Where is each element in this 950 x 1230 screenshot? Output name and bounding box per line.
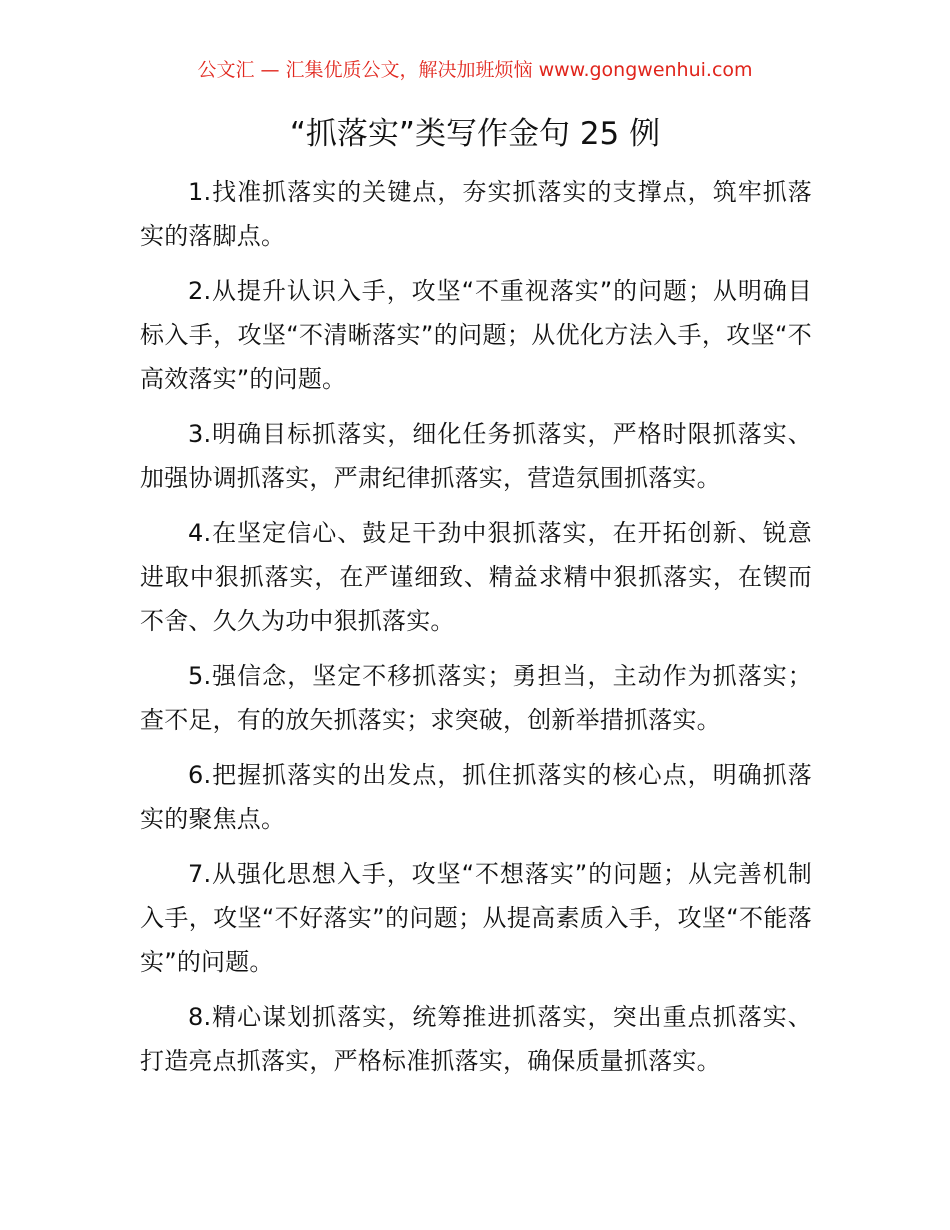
quote-item-4: 4.在坚定信心、鼓足干劲中狠抓落实，在开拓创新、锐意进取中狠抓落实，在严谨细致、精益求精中狠抓落实，在锲而不舍、久久为功中狠抓落实。: [140, 519, 812, 635]
quote-item-2: 2.从提升认识入手，攻坚“不重视落实”的问题；从明确目标入手，攻坚“不清晰落实”的问题；从优化方法入手，攻坚“不高效落实”的问题。: [140, 277, 812, 393]
quote-item-5: 5.强信念，坚定不移抓落实；勇担当，主动作为抓落实；查不足，有的放矢抓落实；求突破，创新举措抓落实。: [140, 662, 812, 734]
quote-list: [140, 170, 812, 1094]
site-header-banner: 公文汇 — 汇集优质公文，解决加班烦恼 www.gongwenhui.com: [197, 59, 753, 81]
document-title: “抓落实”类写作金句 25 例: [289, 116, 661, 152]
quote-item-8: 8.精心谋划抓落实，统筹推进抓落实，突出重点抓落实、打造亮点抓落实，严格标准抓落实，确保质量抓落实。: [140, 1003, 812, 1075]
quote-item-6: 6.把握抓落实的出发点，抓住抓落实的核心点，明确抓落实的聚焦点。: [140, 761, 812, 833]
quote-item-3: 3.明确目标抓落实，细化任务抓落实，严格时限抓落实、加强协调抓落实，严肃纪律抓落实，营造氛围抓落实。: [140, 420, 812, 492]
quote-item-1: 1.找准抓落实的关键点，夯实抓落实的支撑点，筑牢抓落实的落脚点。: [140, 178, 812, 250]
quote-item-7: 7.从强化思想入手，攻坚“不想落实”的问题；从完善机制入手，攻坚“不好落实”的问题；从提高素质入手，攻坚“不能落实”的问题。: [140, 860, 812, 976]
